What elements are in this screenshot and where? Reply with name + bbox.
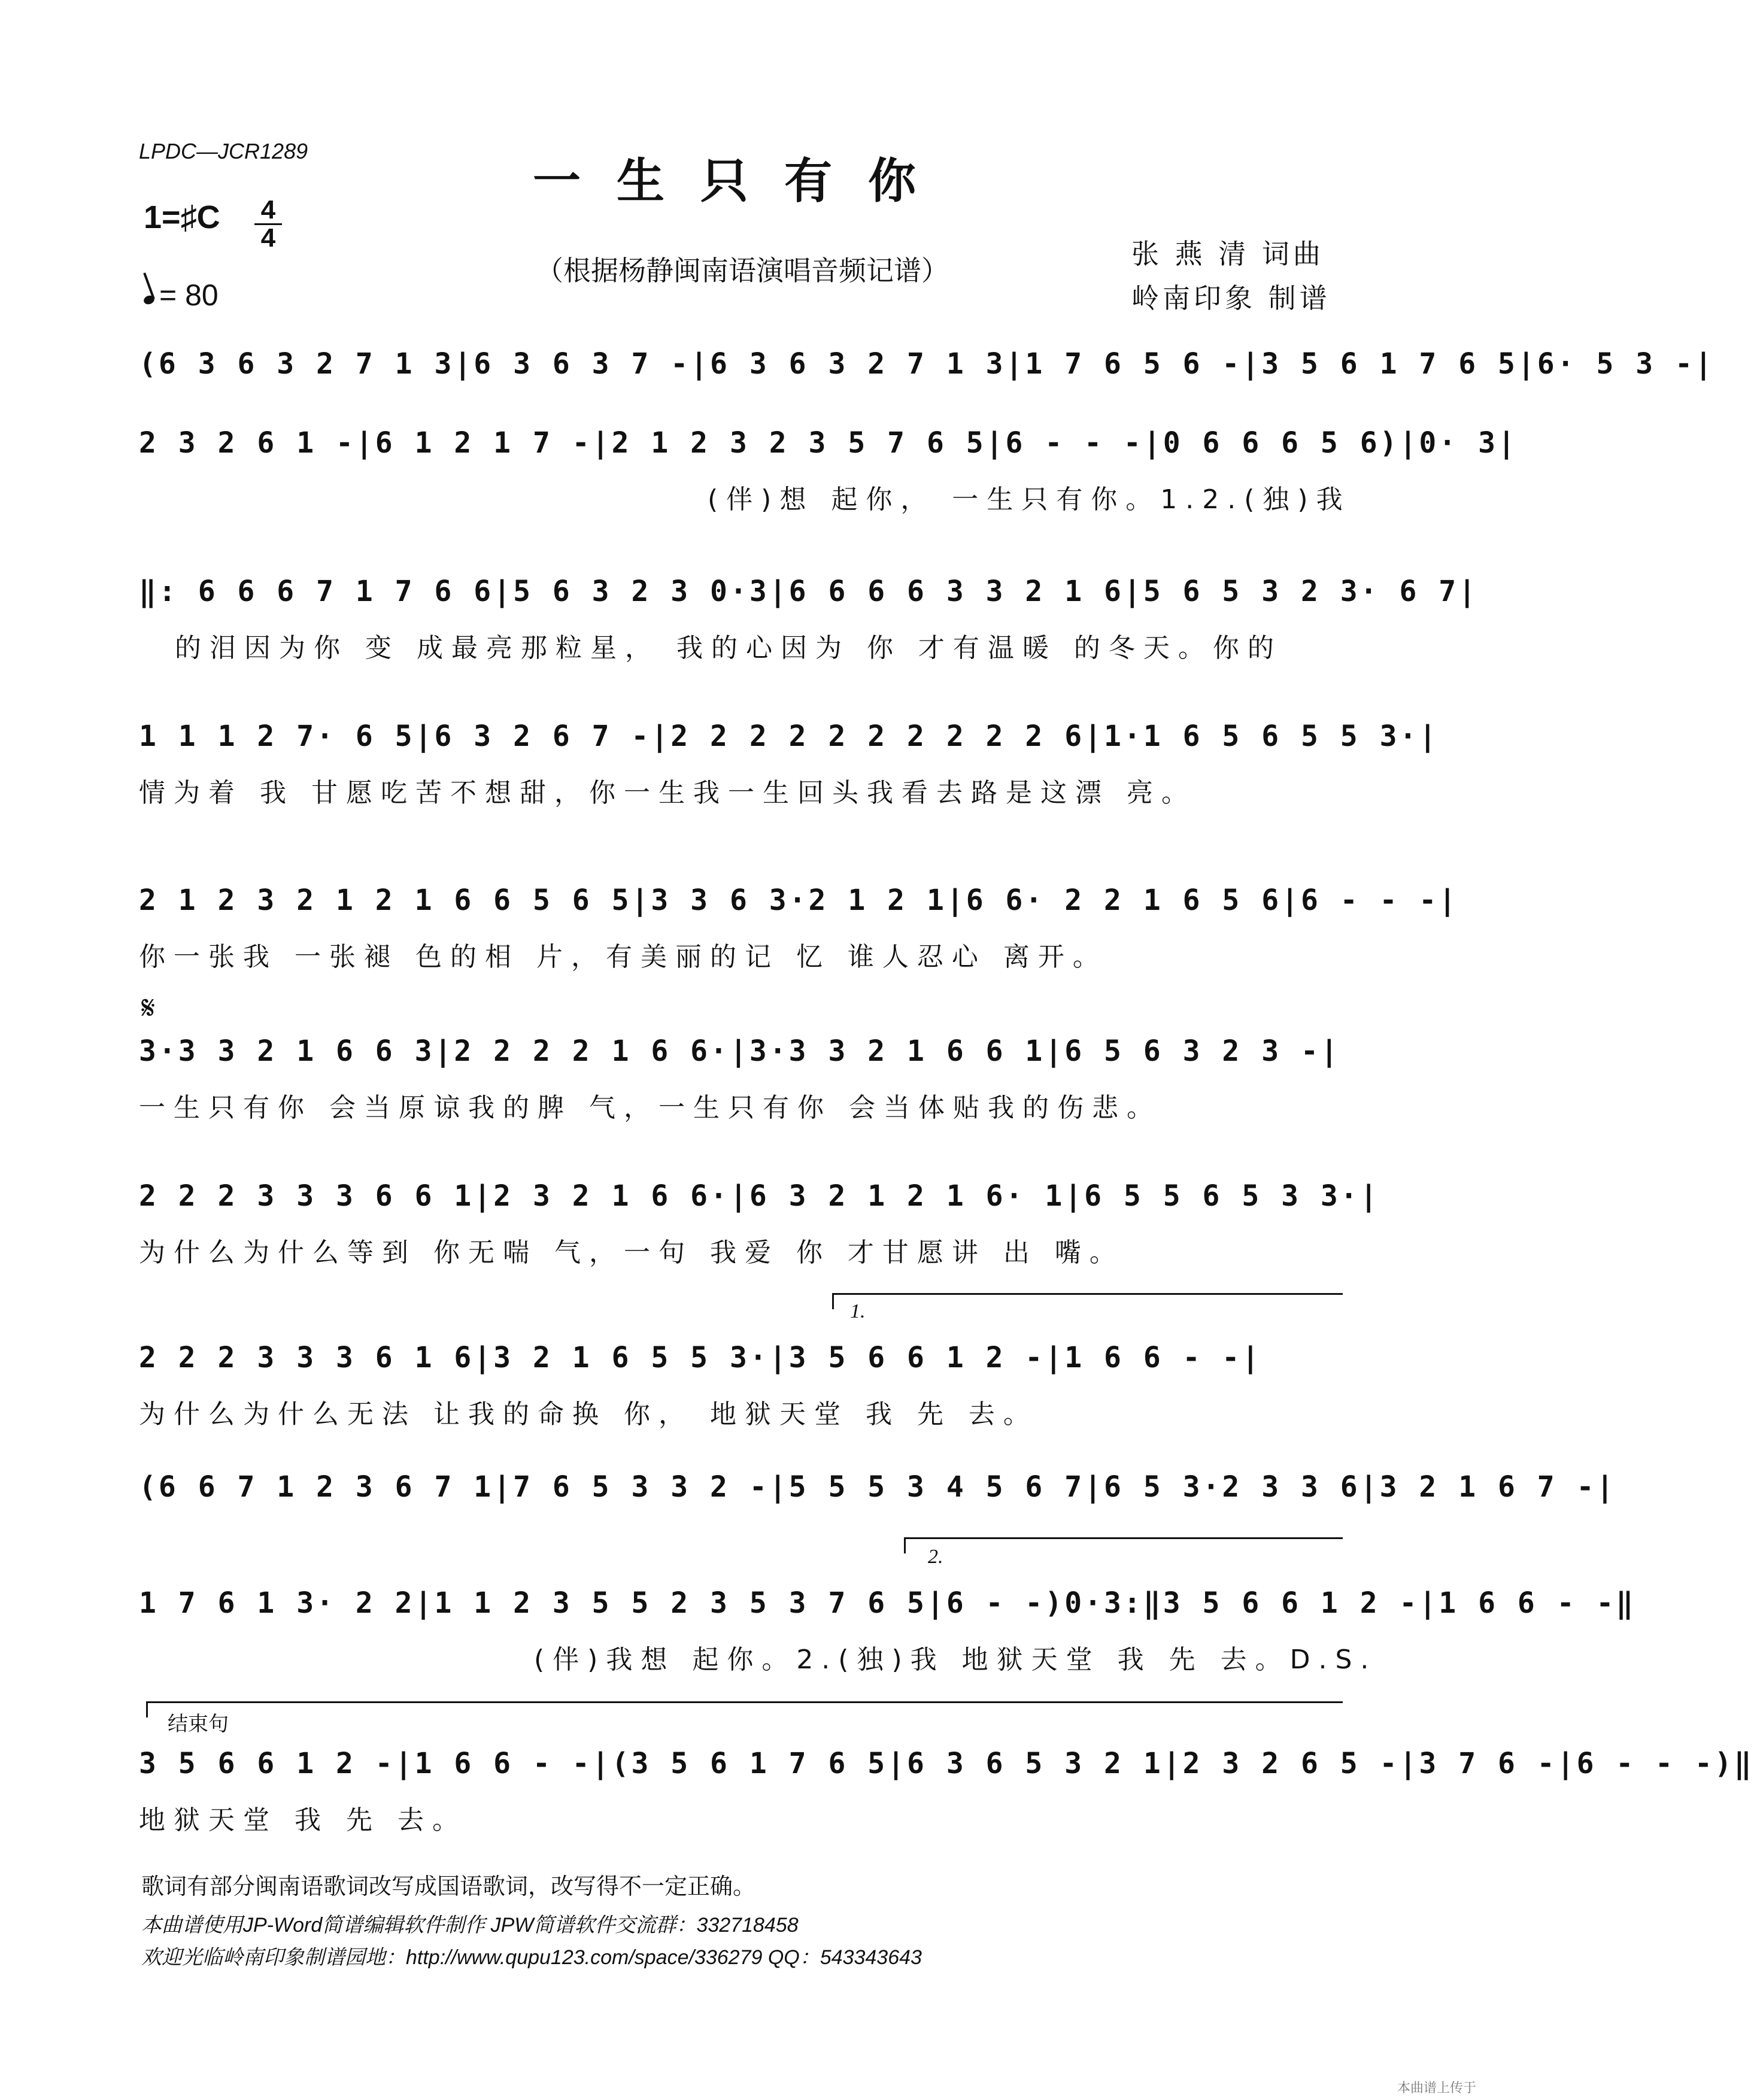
meter-bottom: 4 [260, 223, 276, 253]
notation-line: 2 1 2 3 2 1 2 1 6 6 5 6 5|3 3 6 3·2 1 2 1|6 6· 2 2 1 6 5 6|6 - - -| [139, 884, 1459, 917]
notation-line: 1 1 1 2 7· 6 5|6 3 2 6 7 -|2 2 2 2 2 2 2 2 2 2 6|1·1 6 5 6 5 5 3·| [139, 720, 1439, 753]
notation-line: ‖: 6 6 6 7 1 7 6 6|5 6 3 2 3 0·3|6 6 6 6 3 3 2 1 6|5 6 5 3 2 3· 6 7| [139, 575, 1479, 608]
lyrics-line: (伴)我想 起你。2.(独)我 地狱天堂 我 先 去。D.S. [534, 1644, 1377, 1675]
meter-top: 4 [260, 195, 276, 224]
staff-row-6 [139, 1034, 1348, 1124]
lyrics-note: 歌词有部分闽南语歌词改写成国语歌词，改写得不一定正确。 [141, 1873, 756, 1899]
staff-row-9 [139, 1470, 1616, 1504]
ending-bracket [146, 1701, 1343, 1717]
staff-row-7 [139, 1179, 1380, 1269]
notation-line: 2 2 2 3 3 3 6 6 1|2 3 2 1 6 6·|6 3 2 1 2 1 6· 1|6 5 5 6 5 3 3·| [139, 1179, 1380, 1213]
composer-credit: 张 燕 清 词曲 [1131, 238, 1324, 270]
tempo-value: = 80 [159, 278, 219, 312]
lyrics-line: 的泪因为你 变 成最亮那粒星， 我的心因为 你 才有温暖 的冬天。你的 [175, 633, 1282, 663]
first-ending-bracket [832, 1293, 1343, 1309]
staff-row-4 [139, 720, 1439, 809]
time-signature [254, 195, 282, 253]
second-ending-label: 2. [928, 1546, 943, 1568]
song-title: 一生只有你 [533, 153, 952, 209]
lyrics-line: 为什么为什么无法 让我的命换 你， 地狱天堂 我 先 去。 [139, 1399, 1038, 1430]
lyrics-line: 你一张我 一张褪 色的相 片，有美丽的记 忆 谁人忍心 离开。 [139, 942, 1107, 972]
notation-line: 1 7 6 1 3· 2 2|1 1 2 3 5 5 2 3 5 3 7 6 5|6 - -)0·3:‖3 5 6 6 1 2 -|1 6 6 - -‖ [139, 1586, 1636, 1620]
document-code: LPDC—JCR1289 [139, 139, 308, 163]
notation-line: 3 5 6 6 1 2 -|1 6 6 - -|(3 5 6 1 7 6 5|6 3 6 5 3 2 1|2 3 2 6 5 -|3 7 6 -|6 - - -)‖ [139, 1747, 1754, 1780]
staff-row-5 [139, 884, 1459, 973]
second-ending-bracket [904, 1537, 1343, 1553]
arranger-credit: 岭南印象 制谱 [1131, 282, 1331, 314]
staff-row-8 [139, 1341, 1348, 1431]
software-credit: 本曲谱使用JP-Word简谱编辑软件制作 JPW简谱软件交流群：332718458 [141, 1914, 799, 1937]
notation-line: (6 3 6 3 2 7 1 3|6 3 6 3 7 -|6 3 6 3 2 7 1 3|1 7 6 5 6 -|3 5 6 1 7 6 5|6· 5 3 -| [139, 347, 1714, 381]
key-signature: 1=♯C [144, 199, 220, 235]
lyrics-line: 一生只有你 会当原谅我的脾 气，一生只有你 会当体贴我的伤悲。 [139, 1093, 1161, 1123]
staff-row-1 [139, 347, 1714, 381]
lyrics-line: 为什么为什么等到 你无喘 气，一句 我爱 你 才甘愿讲 出 嘴。 [139, 1237, 1124, 1268]
upload-watermark: 本曲谱上传于 [1397, 2081, 1476, 2096]
lyrics-line: 地狱天堂 我 先 去。 [139, 1805, 467, 1835]
first-ending-label: 1. [850, 1300, 866, 1322]
staff-row-11 [139, 1747, 1754, 1837]
lyrics-line: (伴)想 起你， 一生只有你。1.2.(独)我 [708, 484, 1351, 515]
source-note: （根据杨静闽南语演唱音频记谱） [536, 254, 949, 287]
staff-row-10 [139, 1586, 1636, 1676]
quarter-note-icon [142, 294, 156, 305]
ending-label: 结束句 [168, 1713, 229, 1735]
staff-row-2 [139, 426, 1518, 516]
notation-line: 2 3 2 6 1 -|6 1 2 1 7 -|2 1 2 3 2 3 5 7 6 5|6 - - -|0 6 6 6 5 6)|0· 3| [139, 426, 1518, 460]
notation-line: (6 6 7 1 2 3 6 7 1|7 6 5 3 3 2 -|5 5 5 3 4 5 6 7|6 5 3·2 3 3 6|3 2 1 6 7 -| [139, 1470, 1616, 1504]
notation-line: 2 2 2 3 3 3 6 1 6|3 2 1 6 5 5 3·|3 5 6 6 1 2 -|1 6 6 - -| [139, 1341, 1262, 1374]
notation-line: 3·3 3 2 1 6 6 3|2 2 2 2 1 6 6·|3·3 3 2 1 6 6 1|6 5 6 3 2 3 -| [139, 1034, 1340, 1068]
website-credit: 欢迎光临岭南印象制谱园地：http://www.qupu123.com/space/336279 QQ：543343643 [141, 1946, 922, 1969]
staff-row-3 [139, 575, 1479, 664]
segno-sign: 𝄋 [141, 989, 156, 1027]
lyrics-line: 情为着 我 甘愿吃苦不想甜，你一生我一生回头我看去路是这漂 亮。 [139, 778, 1196, 808]
